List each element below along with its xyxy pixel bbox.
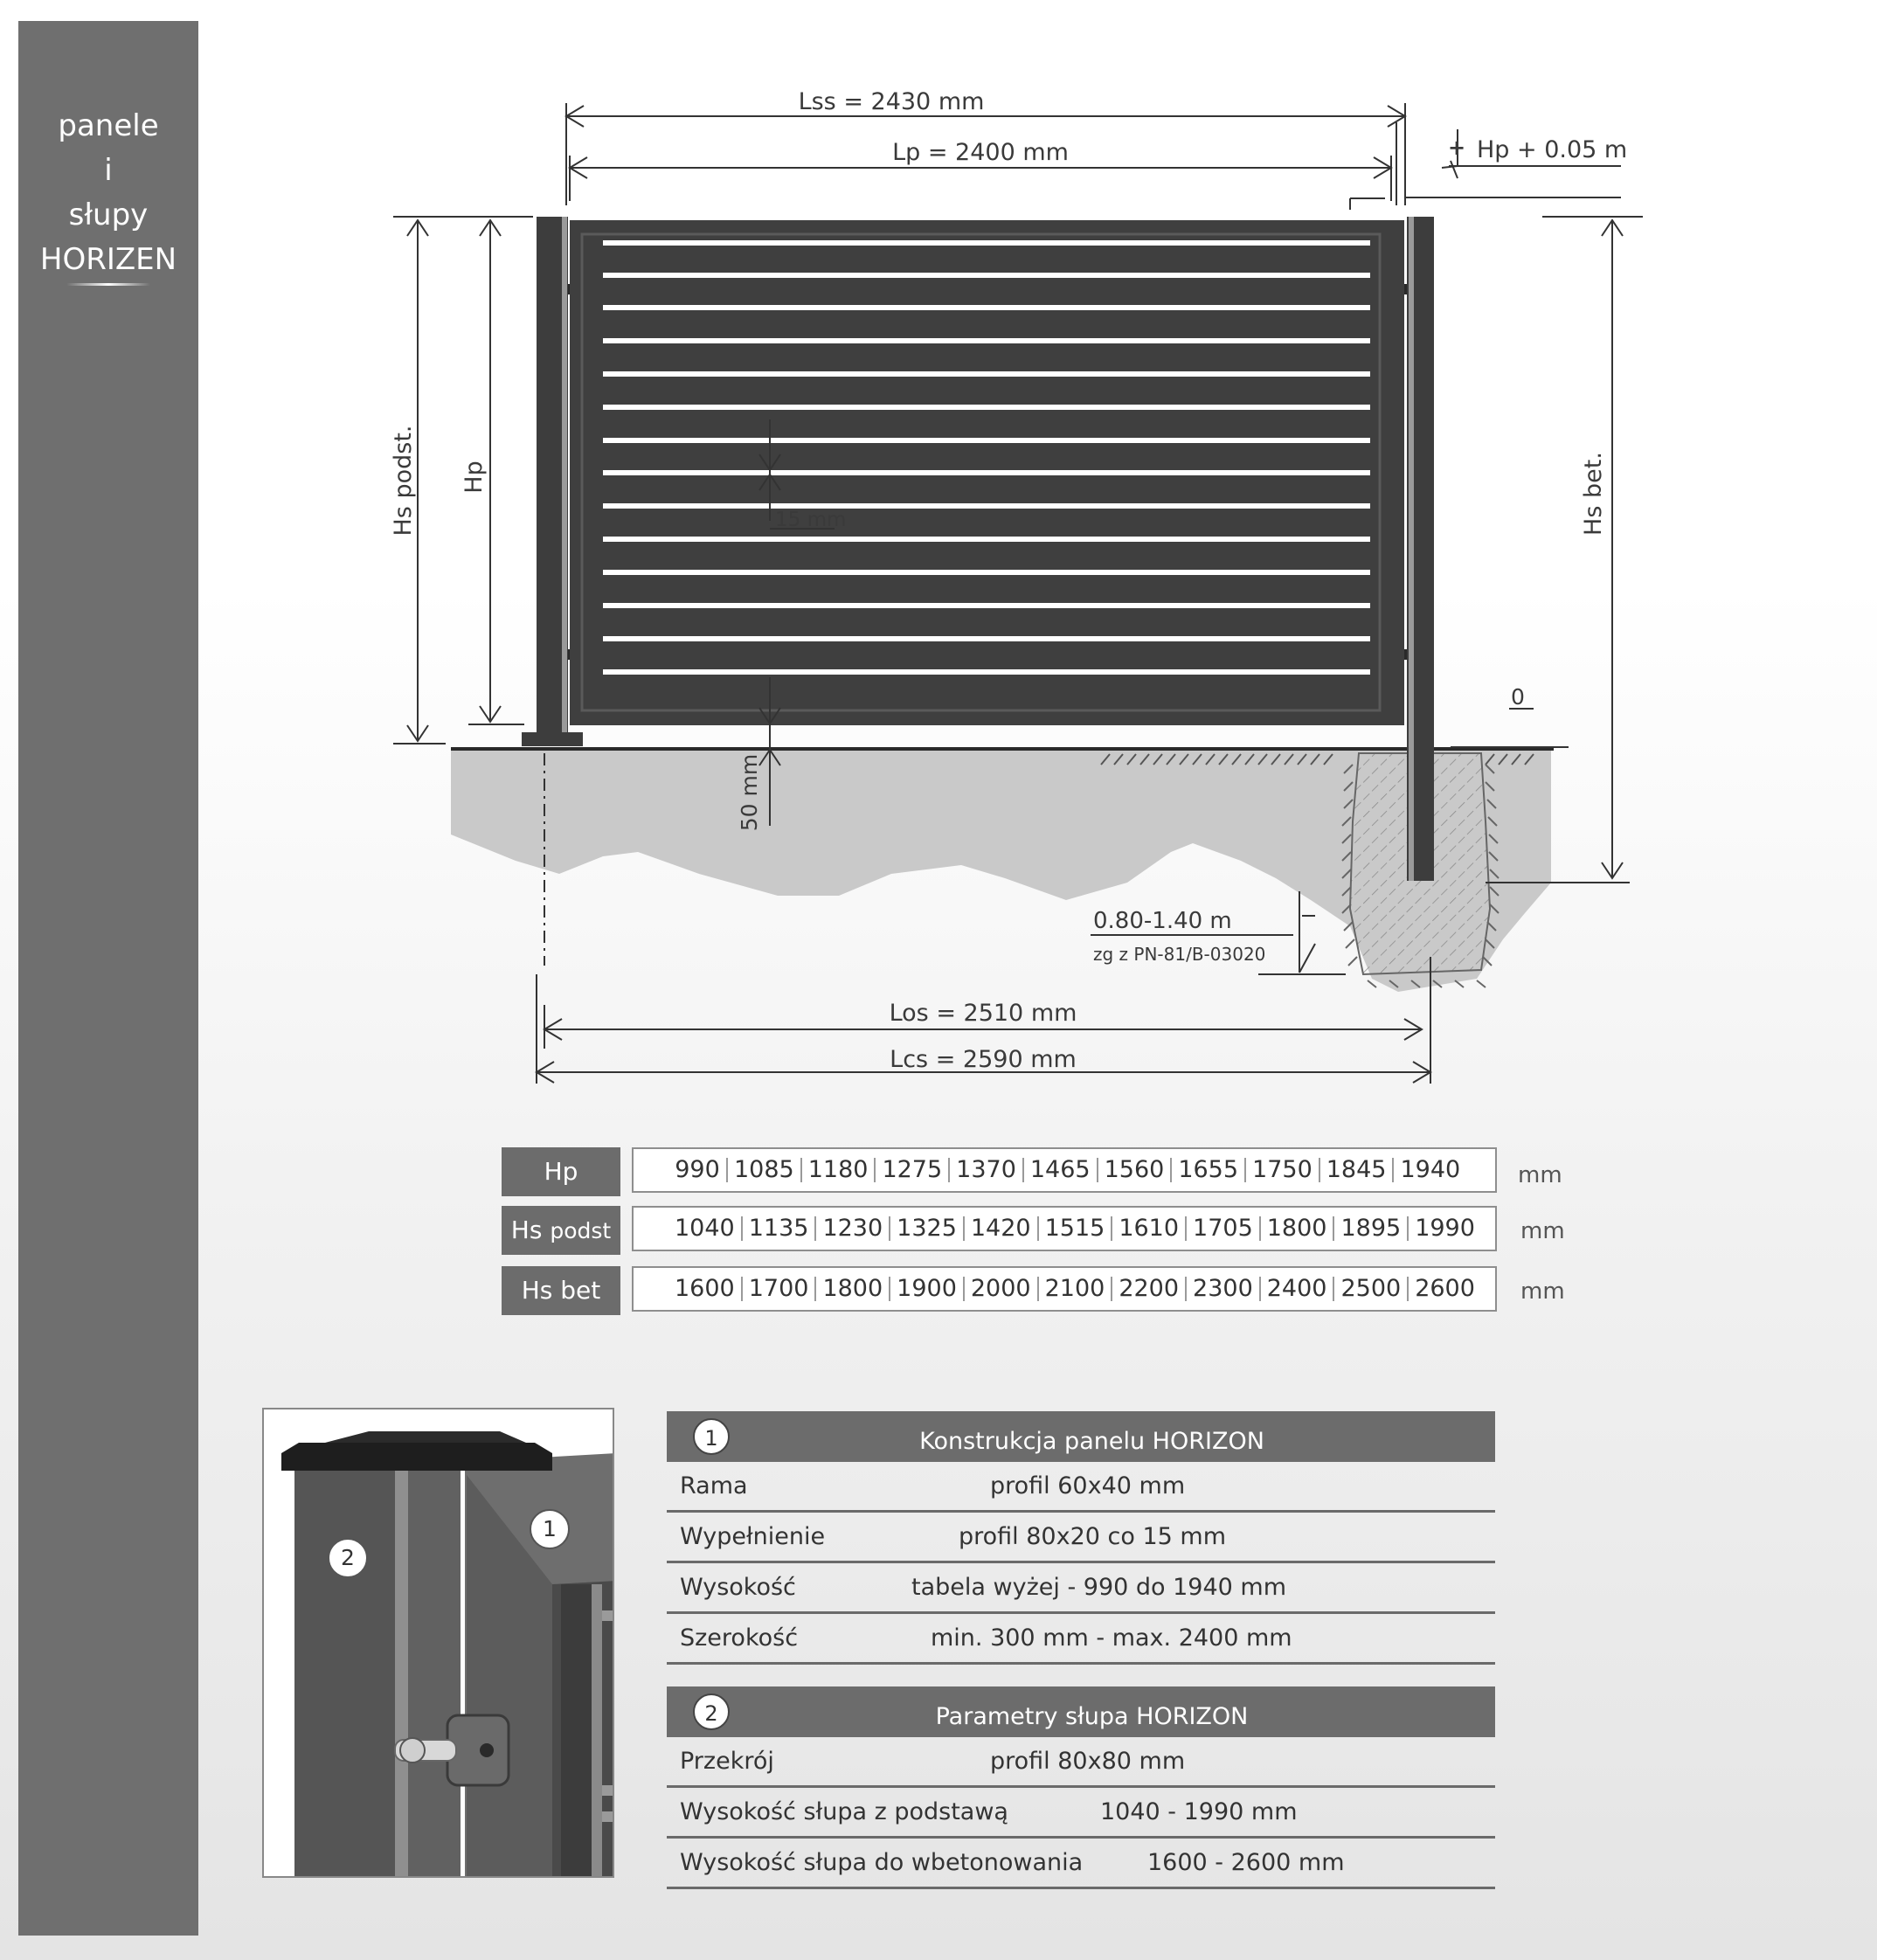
dim-value: 990 [675,1156,720,1183]
dim-value: 1085 [726,1158,800,1182]
sidebar-line-1: panele [58,108,159,143]
dim-value: 1705 [1185,1216,1259,1241]
dim-value: 1895 [1333,1216,1407,1241]
dim-row-values [632,1147,1497,1193]
dim-value: 1515 [1037,1216,1112,1241]
dim-value: 1750 [1244,1158,1319,1182]
spec-row [667,1513,1495,1563]
spec-value: tabela wyżej - 990 do 1940 mm [911,1574,1287,1601]
panel-spec-number: 1 [693,1418,730,1455]
dim-value: 2300 [1185,1277,1259,1301]
spec-key: Wysokość słupa do wbetonowania [680,1849,1084,1876]
spec-row [667,1614,1495,1665]
dim-value: 1845 [1319,1158,1393,1182]
dim-value: 1700 [741,1277,815,1301]
dim-value: 1560 [1097,1158,1171,1182]
panel-spec-table [667,1411,1495,1665]
spec-key: Wypełnienie [680,1523,826,1550]
spec-value: profil 80x20 co 15 mm [959,1523,1227,1550]
panel-spec-header [667,1411,1495,1462]
dim-unit: mm [1520,1278,1565,1305]
dim-value: 1900 [889,1277,963,1301]
spec-value: 1600 - 2600 mm [1147,1849,1345,1876]
dim-row-label: Hp [502,1147,620,1196]
dim-row-values [632,1206,1497,1251]
dim-depth: 0.80-1.40 m [1093,908,1232,934]
dim-value: 1800 [814,1277,889,1301]
dim-row-label: Hs bet [502,1266,620,1315]
dim-value: 2100 [1037,1277,1112,1301]
left-post-base [522,732,583,746]
spec-key: Przekrój [680,1748,774,1775]
dim-depth-norm: zg z PN-81/B-03020 [1093,944,1266,965]
spec-key: Wysokość [680,1574,796,1601]
spec-row [667,1462,1495,1513]
dim-hp-plus: Hp + 0.05 m [1477,136,1628,163]
dim-unit: mm [1520,1218,1565,1244]
dim-value: 1990 [1407,1216,1481,1241]
dim-value: 2500 [1333,1277,1407,1301]
dim-lcs: Lcs = 2590 mm [890,1046,1077,1073]
post-spec-header [667,1686,1495,1737]
panel-spec-title: Konstrukcja panelu HORIZON [919,1428,1264,1455]
dim-value: 1370 [948,1158,1022,1182]
dim-hs-bet: Hs bet. [1580,452,1607,536]
dim-row-hp [502,1147,1498,1196]
dim-hs-podst: Hs podst. [390,425,417,537]
dim-value: 1610 [1111,1216,1185,1241]
dim-hp-label: Hp [461,461,488,494]
dim-value: 1325 [889,1216,963,1241]
dim-value: 1180 [800,1158,875,1182]
dim-unit: mm [1518,1162,1562,1188]
dim-value: 1600 [675,1275,735,1302]
dim-gap: 15 mm [775,509,847,531]
dim-clearance: 50 mm [737,753,762,832]
spec-row [667,1563,1495,1614]
dim-los: Los = 2510 mm [889,1000,1077,1027]
post-spec-number: 2 [693,1693,730,1730]
spec-key: Rama [680,1472,748,1499]
dim-plus-sign: + [1448,135,1466,160]
photo-badge-1: 1 [530,1509,570,1549]
dim-value: 1040 [675,1215,735,1242]
dim-zero: 0 [1511,684,1525,710]
dim-value: 1135 [741,1216,815,1241]
dim-row-hs-podst [502,1206,1498,1255]
spec-row [667,1788,1495,1839]
post-detail-illustration [264,1409,614,1878]
spec-key: Szerokość [680,1624,799,1652]
spec-row [667,1737,1495,1788]
dim-lss: Lss = 2430 mm [798,88,985,115]
spec-value: min. 300 mm - max. 2400 mm [931,1624,1292,1652]
photo-badge-2: 2 [328,1538,368,1578]
dim-value: 2600 [1407,1277,1481,1301]
post-detail-photo [262,1408,614,1878]
dim-value: 2200 [1111,1277,1185,1301]
dim-value: 1800 [1259,1216,1333,1241]
post-spec-table [667,1686,1495,1889]
dim-value: 1230 [814,1216,889,1241]
dim-value: 1655 [1170,1158,1244,1182]
dim-row-hs-bet [502,1266,1498,1315]
spec-value: profil 80x80 mm [990,1748,1186,1775]
spec-value: 1040 - 1990 mm [1100,1798,1298,1825]
dim-value: 1275 [874,1158,948,1182]
dim-value: 1465 [1022,1158,1097,1182]
sidebar-line-2: i [104,153,113,188]
spec-key: Wysokość słupa z podstawą [680,1798,1008,1825]
dim-row-values [632,1266,1497,1312]
sidebar-line-3: słupy [68,197,149,232]
sidebar-line-4: HORIZEN [39,242,177,277]
dim-value: 2400 [1259,1277,1333,1301]
dim-value: 1940 [1392,1158,1466,1182]
dim-value: 1420 [963,1216,1037,1241]
spec-row [667,1839,1495,1889]
spec-value: profil 60x40 mm [990,1472,1186,1499]
post-spec-title: Parametry słupa HORIZON [935,1703,1249,1730]
dim-row-label: Hs podst [502,1206,620,1255]
dim-value: 2000 [963,1277,1037,1301]
dim-lp: Lp = 2400 mm [892,139,1069,166]
